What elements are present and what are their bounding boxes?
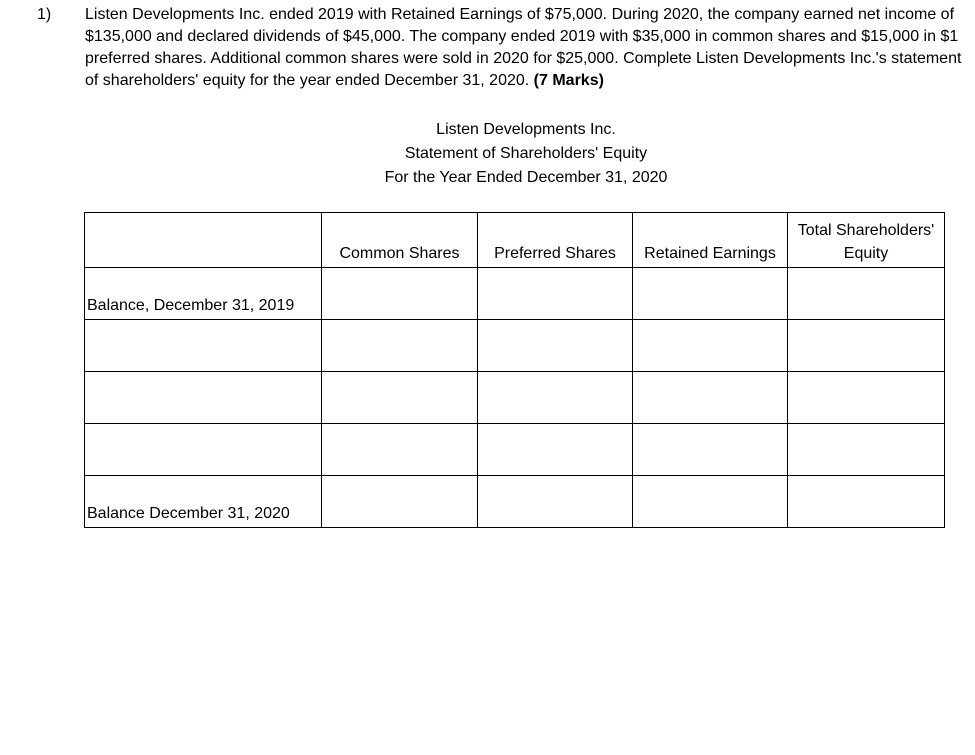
cell-common-shares[interactable] bbox=[322, 372, 478, 424]
cell-preferred-shares[interactable] bbox=[478, 424, 633, 476]
cell-preferred-shares[interactable] bbox=[478, 372, 633, 424]
row-label[interactable] bbox=[85, 320, 322, 372]
cell-preferred-shares[interactable] bbox=[478, 476, 633, 528]
header-total-equity-line2: Equity bbox=[843, 245, 889, 262]
table-header-row bbox=[85, 213, 945, 268]
table-row bbox=[85, 372, 945, 424]
header-total-equity bbox=[788, 213, 945, 268]
cell-retained-earnings[interactable] bbox=[633, 476, 788, 528]
cell-total-equity[interactable] bbox=[788, 424, 945, 476]
table-row bbox=[85, 476, 945, 528]
question-body: Listen Developments Inc. ended 2019 with Retained Earnings of $75,000. During 2020, the company earned net income of $135,000 and declared dividends of $45,000. The company ended 2019 with $35,000 in common shares and $15,000 in $1 preferred shares. Additional common shares were sold in 2020 for $25,000. Complete Listen Developments Inc.'s statement of shareholders' equity for the year ended December 31, 2020. bbox=[85, 6, 962, 89]
header-retained-earnings: Retained Earnings bbox=[633, 213, 788, 268]
table-row bbox=[85, 268, 945, 320]
question-number: 1) bbox=[37, 6, 52, 23]
cell-retained-earnings[interactable] bbox=[633, 424, 788, 476]
table-row bbox=[85, 320, 945, 372]
table-row bbox=[85, 424, 945, 476]
cell-common-shares[interactable] bbox=[322, 476, 478, 528]
cell-total-equity[interactable] bbox=[788, 372, 945, 424]
statement-period: For the Year Ended December 31, 2020 bbox=[384, 169, 668, 186]
header-cell-blank bbox=[85, 213, 322, 268]
row-label[interactable] bbox=[85, 424, 322, 476]
cell-common-shares[interactable] bbox=[322, 424, 478, 476]
cell-preferred-shares[interactable] bbox=[478, 320, 633, 372]
cell-retained-earnings[interactable] bbox=[633, 372, 788, 424]
company-name: Listen Developments Inc. bbox=[436, 121, 616, 138]
cell-total-equity[interactable] bbox=[788, 476, 945, 528]
cell-preferred-shares[interactable] bbox=[478, 268, 633, 320]
cell-total-equity[interactable] bbox=[788, 320, 945, 372]
shareholders-equity-table bbox=[84, 212, 945, 528]
row-label-opening-balance: Balance, December 31, 2019 bbox=[85, 268, 322, 320]
cell-common-shares[interactable] bbox=[322, 268, 478, 320]
statement-title: Statement of Shareholders' Equity bbox=[404, 145, 648, 162]
header-preferred-shares: Preferred Shares bbox=[478, 213, 633, 268]
cell-retained-earnings[interactable] bbox=[633, 320, 788, 372]
row-label-closing-balance: Balance December 31, 2020 bbox=[85, 476, 322, 528]
question-marks: (7 Marks) bbox=[533, 72, 604, 89]
header-total-equity-line1: Total Shareholders' bbox=[797, 222, 935, 239]
statement-heading bbox=[300, 118, 752, 190]
cell-total-equity[interactable] bbox=[788, 268, 945, 320]
cell-retained-earnings[interactable] bbox=[633, 268, 788, 320]
header-common-shares: Common Shares bbox=[322, 213, 478, 268]
question-text bbox=[85, 4, 969, 92]
cell-common-shares[interactable] bbox=[322, 320, 478, 372]
row-label[interactable] bbox=[85, 372, 322, 424]
